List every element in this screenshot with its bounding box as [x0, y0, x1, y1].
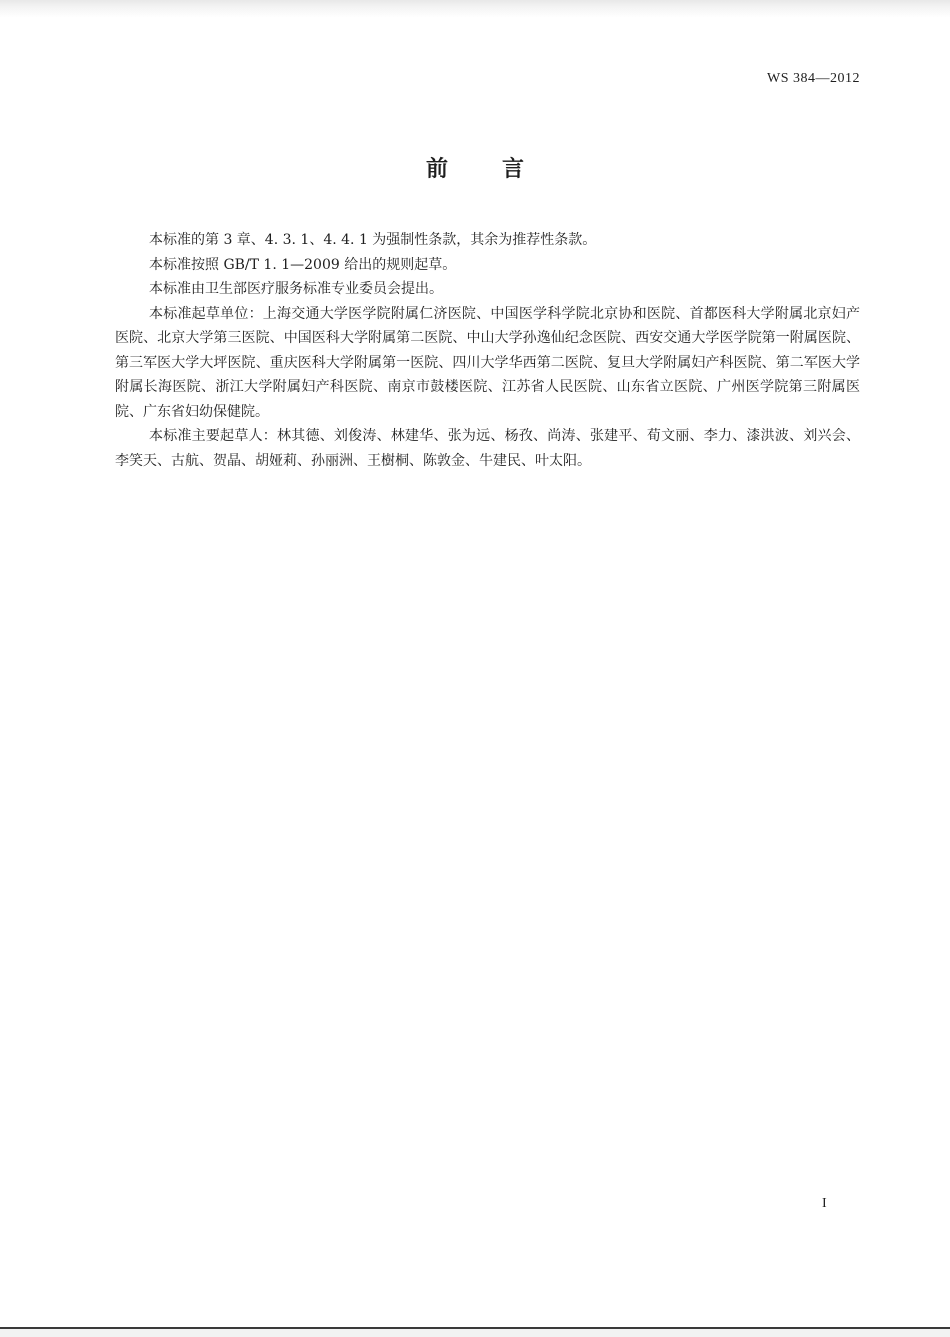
page-number: I [822, 1196, 827, 1211]
title-char-2: 言 [502, 156, 525, 182]
foreword-body [115, 228, 860, 473]
paragraph-drafting-rules: 本标准按照 GB/T 1. 1—2009 给出的规则起草。 [149, 256, 457, 273]
paragraph-proposer: 本标准由卫生部医疗服务标准专业委员会提出。 [149, 281, 443, 297]
title-char-1: 前 [425, 156, 448, 182]
standard-code: WS 384—2012 [767, 71, 860, 86]
page-title [0, 152, 950, 183]
scan-bottom-shade [0, 1329, 950, 1337]
scan-top-shadow [0, 0, 950, 18]
paragraph-mandatory-clauses: 本标准的第 3 章、4. 3. 1、4. 4. 1 为强制性条款，其余为推荐性条款。 [149, 232, 597, 248]
paragraph-main-drafters: 本标准主要起草人：林其德、刘俊涛、林建华、张为远、杨孜、尚涛、张建平、荀文丽、李力、漆洪波、刘兴会、李笑天、古航、贺晶、胡娅莉、孙丽洲、王樹桐、陈敦金、牛建民、叶太阳。 [115, 428, 860, 469]
paragraph-drafting-units: 本标准起草单位：上海交通大学医学院附属仁济医院、中国医学科学院北京协和医院、首都医科大学附属北京妇产医院、北京大学第三医院、中国医科大学附属第二医院、中山大学孙逸仙纪念医院、西安交通大学医学院第一附属医院、第三军医大学大坪医院、重庆医科大学附属第一医院、四川大学华西第二医院、复旦大学附属妇产科医院、第二军医大学附属长海医院、浙江大学附属妇产科医院、南京市鼓楼医院、江苏省人民医院、山东省立医院、广州医学院第三附属医院、广东省妇幼保健院。 [115, 305, 860, 420]
